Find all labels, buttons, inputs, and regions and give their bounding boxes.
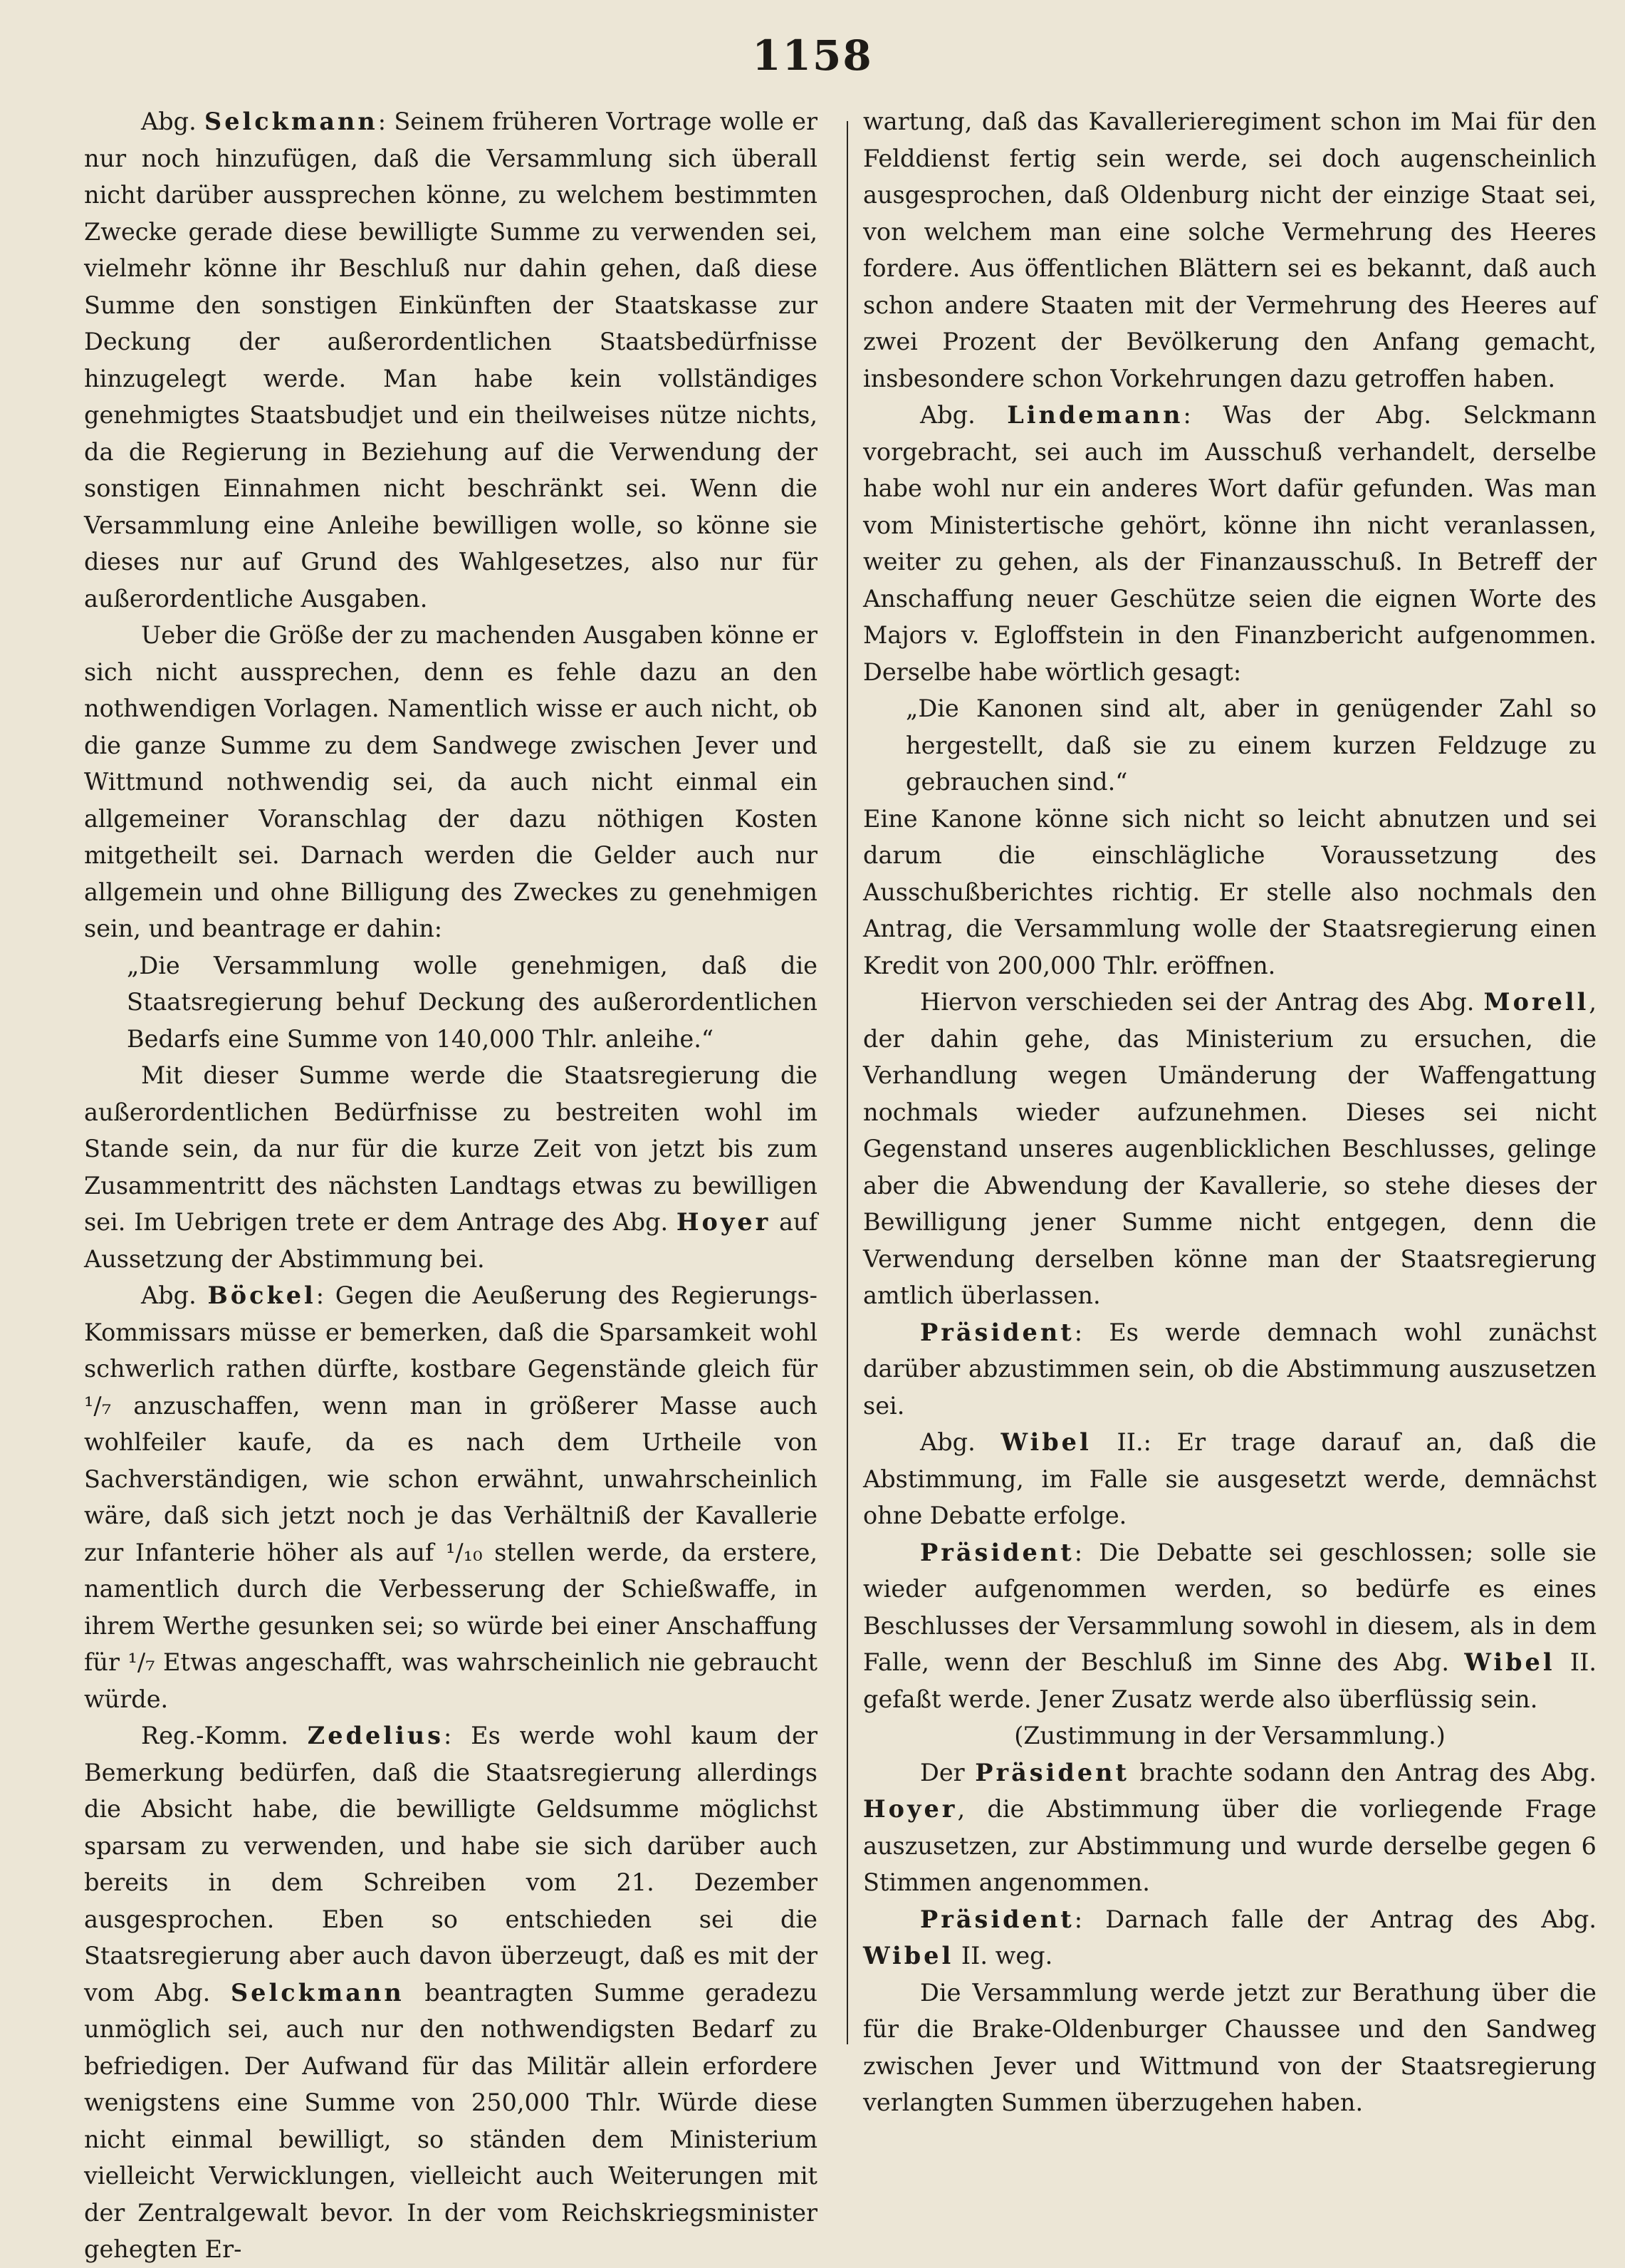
paragraph-text: wartung, daß das Kavallerieregiment schon im Mai für den Felddienst fertig sein werde, sei doch augenscheinlich ausgesprochen, daß Oldenburg nicht der einzige Staat sei, von welchem man eine solche Vermehrung des Heeres fordere. Aus öffentlichen Blättern sei es bekannt, daß auch schon andere Staaten mit der Vermehrung des Heeres auf zwei Prozent der Bevölkerung den Anfang gemacht, insbesondere schon Vorkehrungen dazu getroffen haben. [863,108,1597,392]
paragraph [84,1277,817,1717]
paragraph-text: (Zustimmung in der Versammlung.) [1014,1722,1446,1749]
right-column [863,103,1597,2121]
paragraph-text: : Gegen die Aeußerung des Regierungs-Kommissars müsse er bemerken, daß die Sparsamkeit wohl schwerlich rathen dürfte, kostbare Gegenstände gleich für ¹/₇ anzuschaffen, wenn man in größerer Masse auch wohlfeiler kaufe, da es nach dem Urtheile von Sachverständigen, wie schon erwähnt, unwahrscheinlich wäre, daß sich jetzt noch je das Verhältniß der Kavallerie zur Infanterie höher als auf ¹/₁₀ stellen werde, da erstere, namentlich durch die Verbesserung der Schießwaffe, in ihrem Werthe gesunken sei; so würde bei einer Anschaffung für ¹/₇ Etwas angeschafft, was wahrscheinlich nie gebraucht würde. [84,1281,817,1713]
paragraph [863,103,1597,397]
paragraph [84,103,817,617]
paragraph [863,1901,1597,1975]
paragraph-text: Ueber die Größe der zu machenden Ausgaben könne er sich nicht aussprechen, denn es fehle dazu an den nothwendigen Vorlagen. Namentlich wisse er auch nicht, ob die ganze Summe zu dem Sandwege zwischen Jever und Wittmund nothwendig sei, da auch nicht einmal ein allgemeiner Voranschlag der dazu nöthigen Kosten mitgetheilt sei. Darnach werden die Gelder auch nur allgemein und ohne Billigung des Zweckes zu genehmigen sein, und beantrage er dahin: [84,621,817,942]
paragraph-text: Eine Kanone könne sich nicht so leicht abnutzen und sei darum die einschlägliche Voraussetzung des Ausschußberichtes richtig. Er stelle also nochmals den Antrag, die Versammlung wolle der Staatsregierung einen Kredit von 200,000 Thlr. eröffnen. [863,804,1597,979]
paragraph [863,1314,1597,1425]
paragraph-text: , die Abstimmung über die vorliegende Frage auszusetzen, zur Abstimmung und wurde derselbe gegen 6 Stimmen angenommen. [863,1795,1597,1896]
page-number: 1158 [752,31,873,80]
paragraph-text: : Seinem früheren Vortrage wolle er nur noch hinzufügen, daß die Versammlung sich überall nicht darüber aussprechen könne, zu welchem bestimmten Zwecke gerade diese bewilligte Summe zu verwenden sei, vielmehr könne ihr Beschluß nur dahin gehen, daß diese Summe den sonstigen Einkünften der Staatskasse zur Deckung der außerordentlichen Staatsbedürfnisse hinzugelegt werde. Man habe kein vollständiges genehmigtes Staatsbudjet und ein theilweises nütze nichts, da die Regierung in Beziehung auf die Verwendung der sonstigen Einnahmen nicht beschränkt sei. Wenn die Versammlung eine Anleihe bewilligen wolle, so könne sie dieses nur auf Grund des Wahlgesetzes, also nur für außerordentliche Ausgaben. [84,108,817,613]
speaker-name: Präsident [920,1905,1075,1933]
paragraph-text: Abg. [920,401,1008,429]
paragraph-text: „Die Versammlung wolle genehmigen, daß die Staatsregierung behuf Deckung des außerordentlichen Bedarfs eine Summe von 140,000 Thlr. anleihe.“ [127,951,817,1053]
paragraph [863,690,1597,801]
paragraph-text: II.: Er trage darauf an, daß die Abstimmung, im Falle sie ausgesetzt werde, demnächst ohne Debatte erfolge. [863,1428,1597,1529]
paragraph-text: Der [920,1758,976,1786]
paragraph [863,1717,1597,1754]
paragraph-text: : Es werde demnach wohl zunächst darüber abzustimmen sein, ob die Abstimmung auszusetzen sei. [863,1318,1597,1420]
paragraph-text: auf Aussetzung der Abstimmung bei. [84,1208,817,1273]
paragraph-text: brachte sodann den Antrag des Abg. [1129,1758,1597,1786]
paragraph-text: : Darnach falle der Antrag des Abg. [1074,1905,1597,1933]
speaker-name: Wibel [863,1942,954,1970]
paragraph [863,1754,1597,1901]
speaker-name: Wibel [1000,1428,1092,1456]
speaker-name: Zedelius [307,1722,444,1749]
speaker-name: Böckel [207,1281,316,1309]
paragraph [84,947,817,1058]
speaker-name: Selckmann [230,1978,404,2007]
paragraph-text: , der dahin gehe, das Ministerium zu ersuchen, die Verhandlung wegen Umänderung der Waffengattung nochmals wieder aufzunehmen. Dieses sei nicht Gegenstand unseres augenblicklichen Beschlusses, gelinge aber die Abwendung der Kavallerie, so stehe dieses der Bewilligung jener Summe nicht entgegen, denn die Verwendung derselben könne man der Staatsregierung amtlich überlassen. [863,988,1597,1309]
speaker-name: Lindemann [1007,401,1184,429]
paragraph-text: Abg. [141,1281,208,1309]
left-column [84,103,817,2268]
speaker-name: Präsident [975,1758,1129,1786]
paragraph-text: Reg.-Komm. [141,1722,308,1749]
paragraph [863,1975,1597,2121]
paragraph-text: „Die Kanonen sind alt, aber in genügender Zahl so hergestellt, daß sie zu einem kurzen Feldzuge zu gebrauchen sind.“ [906,695,1597,796]
speaker-name: Selckmann [204,108,378,135]
paragraph-text: Die Versammlung werde jetzt zur Berathung über die für die Brake-Oldenburger Chaussee und den Sandweg zwischen Jever und Wittmund von der Staatsregierung verlangten Summen überzugehen haben. [863,1978,1597,2116]
paragraph-text: II. gefaßt werde. Jener Zusatz werde also überflüssig sein. [863,1648,1597,1713]
paragraph-text: Mit dieser Summe werde die Staatsregierung die außerordentlichen Bedürfnisse zu bestreiten wohl im Stande sein, da nur für die kurze Zeit von jetzt bis zum Zusammentritt des nächsten Landtags etwas zu bewilligen sei. Im Uebrigen trete er dem Antrage des Abg. [84,1061,817,1236]
speaker-name: Präsident [920,1318,1075,1346]
paragraph-text: Abg. [920,1428,1001,1456]
column-divider [847,121,848,2044]
paragraph [84,617,817,947]
paragraph-text: : Die Debatte sei geschlossen; solle sie wieder aufgenommen werden, so bedürfe es eines Beschlusses der Versammlung sowohl in diesem, als in dem Falle, wenn der Beschluß im Sinne des Abg. [863,1538,1597,1676]
paragraph-text: : Was der Abg. Selckmann vorgebracht, sei auch im Ausschuß verhandelt, derselbe habe wohl nur ein anderes Wort dafür gefunden. Was man vom Ministertische gehört, könne ihn nicht veranlassen, weiter zu gehen, als der Finanzausschuß. In Betreff der Anschaffung neuer Geschütze seien die eignen Worte des Majors v. Egloffstein in den Finanzbericht aufgenommen. Derselbe habe wörtlich gesagt: [863,401,1597,686]
paragraph [863,397,1597,690]
paragraph-text: Abg. [141,108,205,135]
paragraph [863,1424,1597,1534]
paragraph [863,984,1597,1314]
paragraph-text: Hiervon verschieden sei der Antrag des Abg. [920,988,1484,1016]
paragraph [84,1057,817,1277]
speaker-name: Präsident [920,1538,1075,1566]
paragraph [863,801,1597,984]
paragraph [863,1534,1597,1718]
paragraph-text: : Es werde wohl kaum der Bemerkung bedürfen, daß die Staatsregierung allerdings die Absicht habe, die bewilligte Geldsumme möglichst sparsam zu verwenden, und habe sie sich darüber auch bereits in dem Schreiben vom 21. Dezember ausgesprochen. Eben so entschieden sei die Staatsregierung aber auch davon überzeugt, daß es mit der vom Abg. [84,1722,817,2007]
speaker-name: Hoyer [863,1795,958,1823]
speaker-name: Morell [1483,988,1589,1016]
speaker-name: Wibel [1464,1648,1555,1676]
paragraph [84,1717,817,2268]
paragraph-text: II. weg. [953,1942,1053,1970]
paragraph-text: beantragten Summe geradezu unmöglich sei, auch nur den nothwendigsten Bedarf zu befriedigen. Der Aufwand für das Militär allein erfordere wenigstens eine Summe von 250,000 Thlr. Würde diese nicht einmal bewilligt, so ständen dem Ministerium vielleicht Verwicklungen, vielleicht auch Weiterungen mit der Zentralgewalt bevor. In der vom Reichskriegsminister gehegten Er- [84,1978,817,2263]
speaker-name: Hoyer [676,1208,771,1236]
